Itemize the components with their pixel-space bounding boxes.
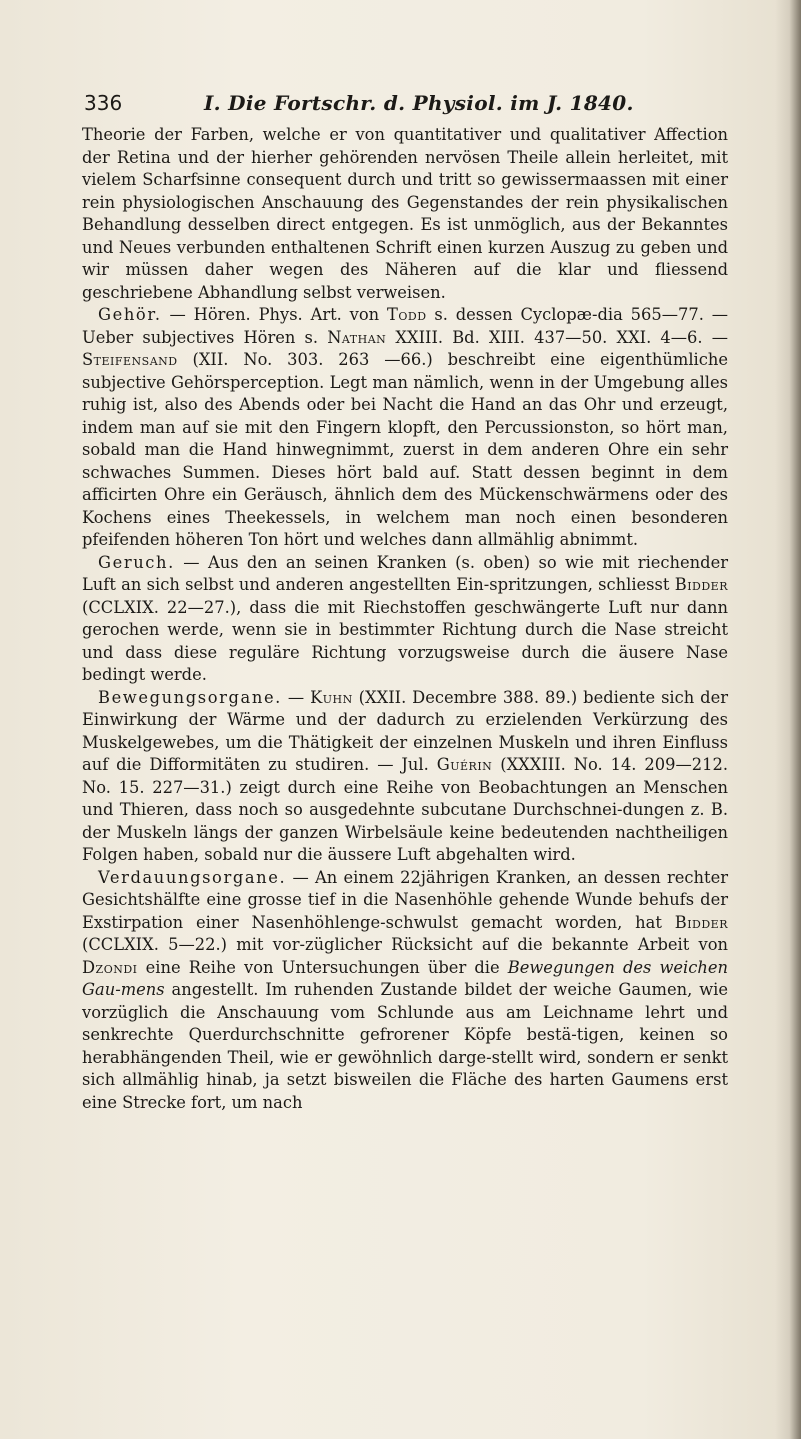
text-run: Theorie der Farben, welche er von quantitativer und qualitativer Affection der Retina und der hierher gehörenden nervösen Theile allein herleitet, mit vielem Scharfsinne consequent durch und tritt so gewissermaassen mit einer rein physiologischen Anschauung des Gegenstandes der rein physikalischen Behandlung desselben direct entgegen. Es ist unmöglich, aus der Bekanntes und Neues verbunden enthaltenen Schrift einen kurzen Auszug zu geben und wir müssen daher wegen des Näheren auf die klar und fliessend geschriebene Abhandlung selbst verweisen. [82, 125, 728, 302]
author-name: Guérin [436, 755, 493, 774]
author-name: Bidder [674, 912, 728, 932]
text-run: (XXII. Decembre 388. 89.) bediente sich der Einwirkung der Wärme und der dadurch zu erzielenden Verkürzung des Muskelgewebes, um die Thätigkeit der einzelnen Muskeln und ihren Einfluss auf die Difformitäten zu studiren. — Jul. [82, 687, 728, 774]
paragraph [82, 552, 728, 687]
paragraph [82, 687, 728, 867]
text-run: (CCLXIX. 22—27.), dass die mit Riechstoffen geschwängerte Luft nur dann gerochen werde, wenn sie in bestimmter Richtung durch die Nase streicht und dass diese reguläre Richtung vorzugsweise durch die äusere Nase bedingt werde. [82, 597, 728, 684]
text-run: — Aus den an seinen Kranken (s. oben) so wie mit riechender Luft an sich selbst und anderen angestellten Ein-spritzungen, schliesst [82, 552, 728, 594]
author-name: Bidder [674, 575, 728, 594]
paragraph [82, 867, 728, 1115]
emphasis-text: Bewegungen des weichen Gau-mens [82, 957, 728, 999]
section-heading: Verdauungsorgane. [98, 867, 287, 887]
page-header [84, 88, 724, 118]
text-run: s. dessen Cyclopæ-dia 565—77. — Ueber subjectives Hören s. [82, 305, 729, 347]
author-name: Kuhn [310, 687, 353, 707]
text-run: — An einem 22jährigen Kranken, an dessen rechter Gesichtshälfte eine grosse tief in die Nasenhöhle gehende Wunde behufs der Exstirpation einer Nasenhöhlenge-schwulst gemacht worden, hat [82, 867, 728, 932]
text-run: (XXXIII. No. 14. 209—212. No. 15. 227—31.) zeigt durch eine Reihe von Beobachtungen an Menschen und Thieren, dass noch so ausgedehnte subcutane Durchschnei-dungen z. B. der Muskeln längs der ganzen Wirbelsäule keine bedeutenden nachtheiligen Folgen haben, sobald nur die äussere Luft abgehalten wird. [82, 755, 729, 864]
page-number: 336 [84, 91, 123, 115]
text-run: (XII. No. 303. 263 —66.) beschreibt eine eigenthümliche subjective Gehörsperception. Legt man nämlich, wenn in der Umgebung alles ruhig ist, also des Abends oder bei Nacht die Hand an das Ohr und erzeugt, indem man auf sie mit den Fingern klopft, den Percussionston, so hört man, sobald man die Hand hinwegnimmt, zuerst in dem anderen Ohre ein sehr schwaches Summen. Dieses hört bald auf. Statt dessen beginnt in dem afficirten Ohre ein Geräusch, ähnlich dem des Mückenschwärmens oder des Kochens eines Theekessels, in welchem man noch einen besonderen pfeifenden höheren Ton hört und welches dann allmählig abnimmt. [82, 350, 728, 549]
text-run: XXIII. Bd. XIII. 437—50. XXI. 4—6. — [386, 327, 728, 347]
body-text [82, 124, 728, 1114]
section-heading: Gehör. [98, 305, 162, 324]
text-run: eine Reihe von Untersuchungen über die [137, 957, 508, 977]
author-name: Nathan [327, 327, 387, 347]
section-heading: Geruch. [98, 552, 175, 572]
author-name: Todd [387, 305, 427, 324]
author-name: Dzondi [82, 957, 138, 977]
section-heading: Bewegungsorgane. [98, 687, 282, 707]
paragraph [82, 124, 728, 304]
text-run: — [281, 687, 311, 707]
page-edge-shadow [775, 0, 801, 1439]
text-run: — Hören. Phys. Art. von [161, 305, 387, 324]
text-run: (CCLXIX. 5—22.) mit vor-züglicher Rücksicht auf die bekannte Arbeit von [82, 935, 728, 954]
running-head: I. Die Fortschr. d. Physiol. im J. 1840. [204, 91, 634, 115]
paragraph [82, 304, 728, 552]
author-name: Steifensand [82, 350, 178, 369]
text-run: angestellt. Im ruhenden Zustande bildet der weiche Gaumen, wie vorzüglich die Anschauung vom Schlunde aus am Leichname lehrt und senkrechte Querdurchschnitte gefrorener Köpfe bestä-tigen, keinen so herabhängenden Theil, wie er gewöhnlich darge-stellt wird, sondern er senkt sich allmählig hinab, ja setzt bisweilen die Fläche des harten Gaumens erst eine Strecke fort, um nach [82, 980, 728, 1112]
